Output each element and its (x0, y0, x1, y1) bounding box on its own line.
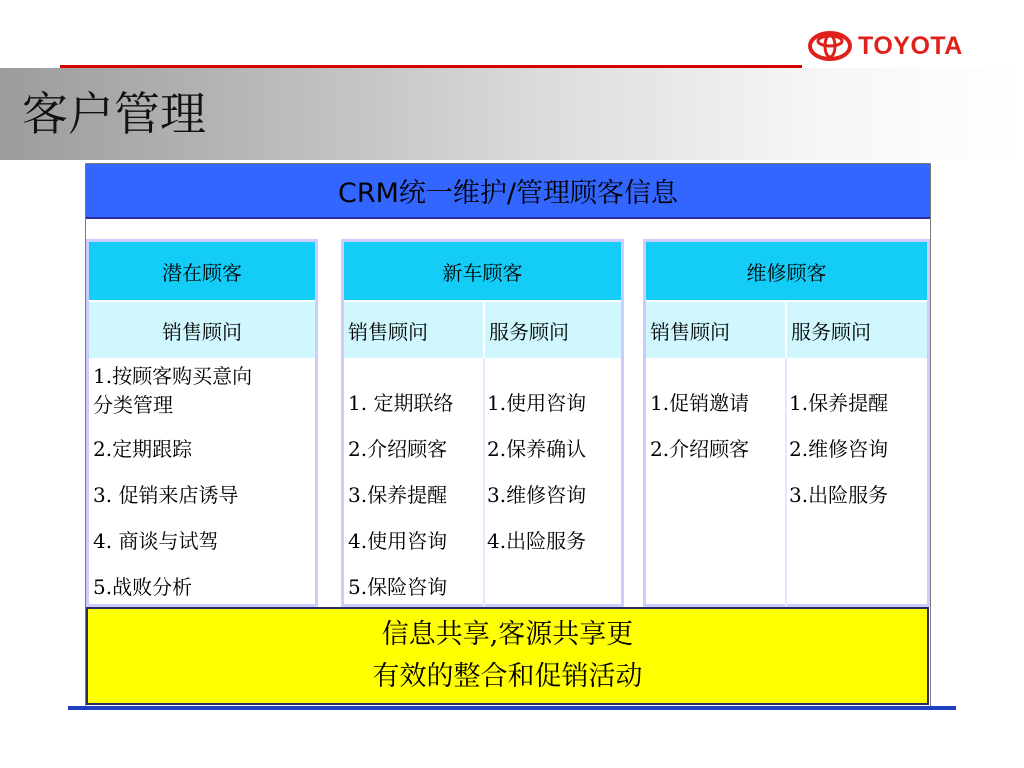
role-row (646, 302, 927, 358)
role-sales-advisor: 销售顾问 (646, 302, 785, 358)
list-item: 4.出险服务 (487, 529, 587, 553)
list-item: 分类管理 (93, 393, 173, 417)
list-item: 1. 定期联络 (348, 391, 454, 415)
list-item: 1.促销邀请 (650, 391, 750, 415)
item-list-service (787, 358, 927, 607)
toyota-emblem-icon (808, 31, 852, 61)
summary-box (86, 607, 929, 705)
list-item: 3. 促销来店诱导 (93, 483, 239, 507)
list-item: 1.保养提醒 (789, 391, 889, 415)
list-item: 3.保养提醒 (348, 483, 448, 507)
item-list-sales (344, 358, 483, 610)
list-item: 2.保养确认 (487, 437, 587, 461)
list-item: 3.出险服务 (789, 483, 889, 507)
summary-line-1: 信息共享,客源共享更 (381, 619, 634, 650)
logo-wordmark: TOYOTA (858, 31, 963, 60)
panel-potential-customers (86, 239, 318, 607)
role-sales-advisor: 销售顾问 (89, 302, 315, 358)
list-item: 2.介绍顾客 (348, 437, 448, 461)
crm-banner: CRM统一维护/管理顾客信息 (86, 164, 930, 219)
list-item: 2.维修咨询 (789, 437, 889, 461)
list-item: 5.战败分析 (93, 575, 193, 599)
summary-line-2: 有效的整合和促销活动 (372, 661, 643, 692)
list-item: 3.维修咨询 (487, 483, 587, 507)
role-row (344, 302, 621, 358)
item-columns (344, 358, 621, 610)
page-title: 客户管理 (22, 87, 206, 141)
footer-blue-rule (68, 706, 956, 710)
panel-new-car-customers (341, 239, 624, 607)
panel-title: 维修顾客 (646, 242, 927, 302)
item-list-service (485, 358, 621, 610)
panel-title: 潜在顾客 (89, 242, 315, 302)
list-item: 2.定期跟踪 (93, 437, 193, 461)
role-service-advisor: 服务顾问 (785, 302, 927, 358)
toyota-logo (808, 20, 1008, 72)
role-sales-advisor: 销售顾问 (344, 302, 483, 358)
list-item: 1.按顾客购买意向 (93, 364, 253, 388)
role-service-advisor: 服务顾问 (483, 302, 621, 358)
list-item: 5.保险咨询 (348, 575, 448, 599)
item-columns (646, 358, 927, 607)
list-item: 1.使用咨询 (487, 391, 587, 415)
item-list (89, 358, 315, 610)
list-item: 2.介绍顾客 (650, 437, 750, 461)
panel-title: 新车顾客 (344, 242, 621, 302)
item-list-sales (646, 358, 785, 607)
list-item: 4.使用咨询 (348, 529, 448, 553)
panel-repair-customers (643, 239, 930, 607)
list-item: 4. 商谈与试驾 (93, 529, 219, 553)
